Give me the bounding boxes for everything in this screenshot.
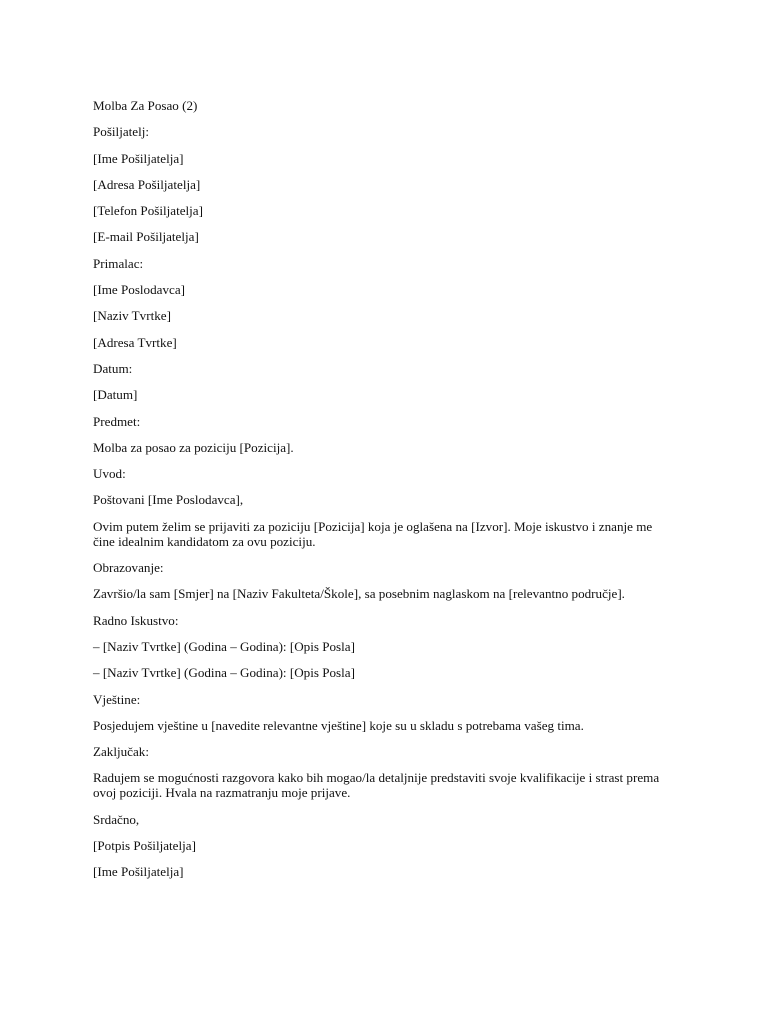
greeting: Poštovani [Ime Poslodavca], (93, 492, 244, 508)
education-paragraph: Završio/la sam [Smjer] na [Naziv Fakulteta/Škole], sa posebnim naglaskom na [relevantno područje]. (93, 586, 625, 602)
subject-heading: Predmet: (93, 413, 141, 429)
recipient-heading: Primalac: (93, 255, 144, 271)
experience-item: – [Naziv Tvrtke] (Godina – Godina): [Opis Posla] (93, 638, 355, 654)
sender-address: [Adresa Pošiljatelja] (93, 176, 201, 192)
experience-item: – [Naziv Tvrtke] (Godina – Godina): [Opis Posla] (93, 665, 355, 681)
intro-heading: Uvod: (93, 466, 126, 482)
education-heading: Obrazovanje: (93, 560, 164, 576)
recipient-name: [Ime Poslodavca] (93, 282, 185, 298)
sender-phone: [Telefon Pošiljatelja] (93, 203, 203, 219)
closing-line: Srdačno, (93, 811, 140, 827)
sender-name: [Ime Pošiljatelja] (93, 150, 184, 166)
conclusion-paragraph: Radujem se mogućnosti razgovora kako bih mogao/la detaljnije predstaviti svoje kvalifikacije i strast prema ovoj poziciji. Hvala na razmatranju moje prijave. (93, 770, 660, 801)
conclusion-heading: Zaključak: (93, 744, 149, 760)
document-title: Molba Za Posao (2) (93, 98, 198, 113)
sender-heading: Pošiljatelj: (93, 124, 150, 140)
skills-heading: Vještine: (93, 691, 141, 707)
sender-email: [E-mail Pošiljatelja] (93, 229, 199, 245)
signer-name: [Ime Pošiljatelja] (93, 864, 184, 880)
date-value: [Datum] (93, 387, 138, 403)
recipient-company: [Naziv Tvrtke] (93, 308, 171, 324)
signature-line: [Potpis Pošiljatelja] (93, 838, 196, 854)
document-body (93, 98, 676, 879)
experience-heading: Radno Iskustvo: (93, 612, 179, 628)
intro-paragraph: Ovim putem želim se prijaviti za poziciju [Pozicija] koja je oglašena na [Izvor]. Moje iskustvo i znanje me čine idealnim kandidatom za ovu poziciju. (93, 518, 653, 549)
recipient-address: [Adresa Tvrtke] (93, 334, 177, 350)
skills-paragraph: Posjedujem vještine u [navedite relevantne vještine] koje su u skladu s potrebama vašeg tima. (93, 717, 584, 733)
date-heading: Datum: (93, 360, 133, 376)
subject-value: Molba za posao za poziciju [Pozicija]. (93, 439, 294, 455)
